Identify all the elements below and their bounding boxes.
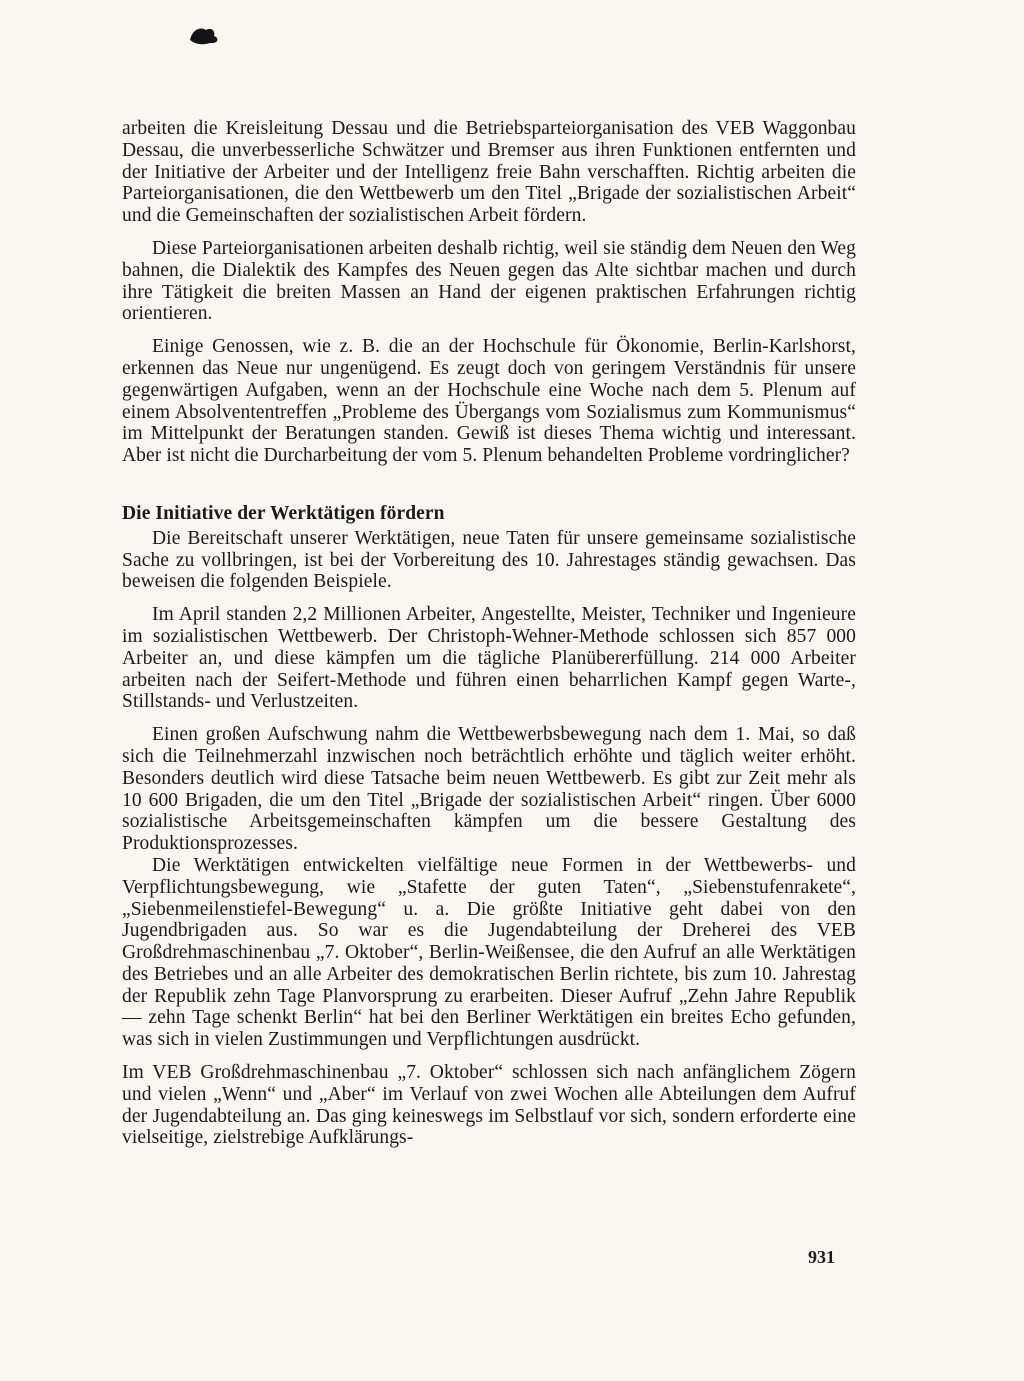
page-number: 931 (808, 1247, 835, 1267)
paragraph: Einen großen Aufschwung nahm die Wettbewerbsbewegung nach dem 1. Mai, so daß sich die Teilnehmerzahl inzwischen noch beträchtlich erhöhte und täglich weiter erhöht. Besonders deutlich wird diese Tatsache beim neuen Wettbewerb. Es gibt zur Zeit mehr als 10 600 Brigaden, die um den Titel „Brigade der sozialistischen Arbeit“ ringen. Über 6000 sozialistische Arbeitsgemeinschaften kämpfen um die bessere Gestaltung des Produktionsprozesses. (122, 724, 856, 855)
section-heading: Die Initiative der Werktätigen fördern (122, 502, 445, 524)
paragraph: Im April standen 2,2 Millionen Arbeiter, Angestellte, Meister, Techniker und Ingenieure im sozialistischen Wettbewerb. Der Christoph-Wehner-Methode schlossen sich 857 000 Arbeiter an, und diese kämpfen um die tägliche Planübererfüllung. 214 000 Arbeiter arbeiten nach der Seifert-Methode und führen einen beharrlichen Kampf gegen Warte-, Stillstands- und Verlustzeiten. (122, 604, 856, 713)
paragraph: Die Bereitschaft unserer Werktätigen, neue Taten für unsere gemeinsame sozialistische Sache zu vollbringen, ist bei der Vorbereitung des 10. Jahrestages ständig gewachsen. Das beweisen die folgenden Beispiele. (122, 527, 856, 593)
paragraph: arbeiten die Kreisleitung Dessau und die Betriebsparteiorganisation des VEB Waggonbau Dessau, die unverbesserliche Schwätzer und Bremser aus ihren Funktionen entfernten und der Initiative der Arbeiter und der Intelligenz freie Bahn verschafften. Richtig arbeiten die Parteiorganisationen, die den Wettbewerb um den Titel „Brigade der sozialistischen Arbeit“ und die Gemeinschaften der sozialistischen Arbeit fördern. (122, 118, 856, 227)
paragraph: Im VEB Großdrehmaschinenbau „7. Oktober“ schlossen sich nach anfänglichem Zögern und vielen „Wenn“ und „Aber“ im Verlauf von zwei Wochen alle Abteilungen dem Aufruf der Jugendabteilung an. Das ging keineswegs im Selbstlauf vor sich, sondern erforderte eine vielseitige, zielstrebige Aufklärungs- (122, 1062, 856, 1149)
paragraph: Diese Parteiorganisationen arbeiten deshalb richtig, weil sie ständig dem Neuen den Weg bahnen, die Dialektik des Kampfes des Neuen gegen das Alte sichtbar machen und durch ihre Tätigkeit die breiten Massen an Hand der eigenen praktischen Erfahrungen richtig orientieren. (122, 237, 856, 325)
paragraph: Einige Genossen, wie z. B. die an der Hochschule für Ökonomie, Berlin-Karlshorst, erkennen das Neue nur ungenügend. Es zeugt doch von geringem Verständnis für unsere gegenwärtigen Aufgaben, wenn an der Hochschule eine Woche nach dem 5. Plenum auf einem Absolvententreffen „Probleme des Übergangs vom Sozialismus zum Kommunismus“ im Mittelpunkt der Beratungen standen. Gewiß ist dieses Thema wichtig und interessant. Aber ist nicht die Durcharbeitung der vom 5. Plenum behandelten Probleme vordringlicher? (122, 336, 856, 467)
paragraph: Die Werktätigen entwickelten vielfältige neue Formen in der Wettbewerbs- und Verpflichtungsbewegung, wie „Stafette der guten Taten“, „Siebenstufenrakete“, „Siebenmeilenstiefel-Bewegung“ u. a. Die größte Initiative geht dabei von den Jugendbrigaden aus. So war es die Jugendabteilung der Dreherei des VEB Großdrehmaschinenbau „7. Oktober“, Berlin-Weißensee, die den Aufruf an alle Werktätigen des Betriebes und an alle Arbeiter des demokratischen Berlin richtete, bis zum 10. Jahrestag der Republik zehn Tage Planvorsprung zu erarbeiten. Dieser Aufruf „Zehn Jahre Republik — zehn Tage schenkt Berlin“ hat bei den Berliner Werktätigen ein breites Echo gefunden, was sich in vielen Zustimmungen und Verpflichtungen ausdrückt. (122, 854, 856, 1051)
body-text (122, 118, 856, 1149)
ink-blot-mark (186, 24, 222, 46)
